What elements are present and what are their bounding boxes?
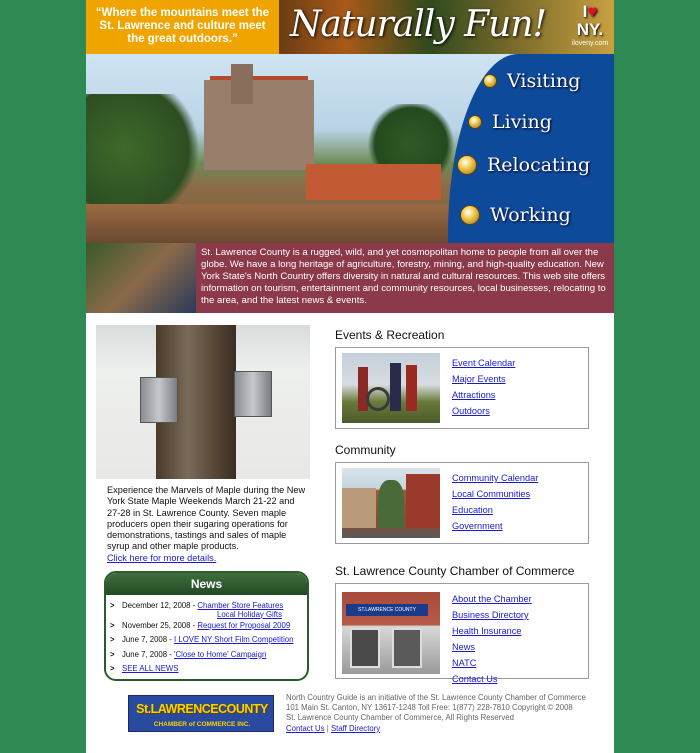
- news-link[interactable]: Request for Proposal 2009: [197, 620, 291, 630]
- news-date: June 7, 2008 -: [122, 635, 175, 644]
- chamber-logo-subtitle: CHAMBER of COMMERCE INC.: [153, 721, 251, 728]
- maple-details-link[interactable]: Click here for more details.: [107, 552, 217, 563]
- news-date: November 25, 2008 -: [122, 620, 198, 630]
- nav-item-label: Working: [490, 204, 571, 226]
- chamber-news-link[interactable]: News: [452, 642, 475, 652]
- natc-link[interactable]: NATC: [452, 658, 477, 668]
- community-link-item: [452, 470, 538, 486]
- education-link[interactable]: Education: [452, 505, 493, 515]
- intro-text: St. Lawrence County is a rugged, wild, and yet cosmopolitan home to people from all over the globe. We have a long heritage of agriculture, forestry, mining, and high-quality education. New York State's North Country offers diversity in natural and cultural resources. This web site offers information on tourism, entertainment and community resources, local businesses, relocating to the area, and the latest news & events.: [201, 247, 606, 306]
- footer-line: 101 Main St. Canton, NY 13617-1248 Toll Free: 1(877) 228-7810 Copyright © 2008: [286, 703, 573, 713]
- sap-bucket-right: [234, 371, 272, 417]
- see-all-news-link[interactable]: SEE ALL NEWS: [122, 664, 179, 673]
- health-insurance-link[interactable]: Health Insurance: [452, 626, 522, 636]
- news-link[interactable]: Chamber Store Features: [197, 601, 284, 610]
- gold-bullet-icon: [457, 155, 477, 175]
- chamber-links: [452, 591, 532, 687]
- news-link[interactable]: 'Close to Home' Campaign: [174, 649, 267, 659]
- maple-feature-text: Experience the Marvels of Maple during the New York State Maple Weekends March 21-22 and 27-28 in St. Lawrence County. Seven maple producers open their sugaring operations for demonstrations, tastings and sales of maple syrup and other maple products.: [107, 485, 306, 552]
- community-calendar-link[interactable]: Community Calendar: [452, 473, 539, 483]
- maple-tree-photo: [96, 325, 310, 479]
- chamber-logo[interactable]: [128, 695, 274, 732]
- page-container: [86, 0, 614, 753]
- footer-line: St. Lawrence County Chamber of Commerce, All Rights Reserved: [286, 713, 514, 723]
- news-box: [104, 571, 309, 681]
- about-chamber-link[interactable]: About the Chamber: [452, 594, 532, 604]
- community-title: Community: [335, 443, 396, 457]
- gold-bullet-icon: [483, 74, 497, 88]
- gold-bullet-icon: [468, 115, 482, 129]
- chamber-link-item: [452, 607, 532, 623]
- nav-item-living[interactable]: [468, 111, 552, 133]
- kids-photo: [86, 243, 196, 313]
- nav-item-label: Living: [492, 111, 552, 133]
- river-water: [86, 204, 456, 243]
- news-item: [110, 633, 307, 648]
- chamber-link-item: [452, 671, 532, 687]
- boathouse: [306, 164, 441, 200]
- news-item: [110, 648, 307, 663]
- events-link-item: [452, 403, 515, 419]
- chamber-link-item: [452, 623, 532, 639]
- slogan: Naturally Fun!: [290, 4, 546, 45]
- reenactor-figure: [406, 365, 417, 411]
- news-link[interactable]: I LOVE NY Short Film Competition: [174, 635, 294, 644]
- street-tree: [378, 480, 404, 528]
- chamber-office-photo: [342, 592, 440, 674]
- chamber-contact-link[interactable]: Contact Us: [452, 674, 498, 684]
- header: [86, 0, 614, 54]
- news-item: [110, 662, 307, 677]
- office-door: [392, 628, 422, 668]
- community-link-item: [452, 486, 538, 502]
- nav-item-label: Relocating: [487, 154, 591, 176]
- chamber-link-item: [452, 591, 532, 607]
- iloveny-logo[interactable]: [568, 3, 612, 51]
- arrow-right-icon: >: [110, 601, 115, 610]
- arrow-right-icon: >: [110, 664, 115, 673]
- iloveny-url: iloveny.com: [571, 40, 609, 47]
- hero-trees-left: [86, 94, 216, 204]
- news-date: December 12, 2008 -: [122, 601, 198, 610]
- chamber-logo-name: St.LAWRENCECOUNTY: [136, 702, 268, 716]
- header-tagline: “Where the mountains meet the St. Lawrence and culture meet the great outdoors.”: [86, 0, 279, 54]
- footer-text: [286, 693, 606, 734]
- attractions-link[interactable]: Attractions: [452, 390, 496, 400]
- iloveny-logo-mark: [568, 3, 612, 39]
- major-events-link[interactable]: Major Events: [452, 374, 506, 384]
- gold-bullet-icon: [460, 205, 480, 225]
- news-date: June 7, 2008 -: [122, 649, 175, 659]
- main-street-photo: [342, 468, 440, 538]
- chamber-link-item: [452, 655, 532, 671]
- footer-links: [286, 724, 606, 734]
- community-box: [335, 462, 589, 544]
- footer-contact-link[interactable]: Contact Us: [286, 723, 325, 733]
- heart-icon: ♥: [587, 2, 598, 21]
- arrow-right-icon: >: [110, 649, 115, 659]
- outdoors-link[interactable]: Outdoors: [452, 406, 490, 416]
- nav-item-label: Visiting: [507, 70, 581, 92]
- building: [406, 474, 440, 528]
- nav-item-relocating[interactable]: [457, 154, 590, 176]
- office-window: [350, 628, 380, 668]
- business-directory-link[interactable]: Business Directory: [452, 610, 529, 620]
- local-communities-link[interactable]: Local Communities: [452, 489, 531, 499]
- chamber-box: [335, 583, 589, 684]
- events-links: [452, 355, 515, 419]
- government-link[interactable]: Government: [452, 521, 503, 531]
- news-item: [110, 619, 307, 634]
- chamber-link-item: [452, 639, 532, 655]
- events-link-item: [452, 355, 515, 371]
- community-link-item: [452, 518, 538, 534]
- maple-feature: [107, 485, 307, 564]
- events-box: [335, 347, 589, 429]
- sap-bucket-left: [140, 377, 178, 423]
- castle: [204, 80, 314, 170]
- building: [342, 488, 376, 528]
- community-link-item: [452, 502, 538, 518]
- reenactor-figure: [390, 363, 401, 411]
- event-calendar-link[interactable]: Event Calendar: [452, 358, 516, 368]
- reenactors-photo: [342, 353, 440, 423]
- chamber-title: St. Lawrence County Chamber of Commerce: [335, 564, 575, 578]
- arrow-right-icon: >: [110, 620, 115, 630]
- iloveny-i: I: [582, 2, 588, 21]
- staff-directory-link[interactable]: Staff Directory: [330, 723, 381, 733]
- iloveny-ny: NY.: [576, 20, 604, 39]
- events-link-item: [452, 387, 515, 403]
- nav-item-visiting[interactable]: [483, 70, 580, 92]
- castle-tower: [231, 64, 253, 104]
- events-title: Events & Recreation: [335, 328, 445, 342]
- news-list: [106, 595, 307, 677]
- nav-item-working[interactable]: [460, 204, 571, 226]
- chamber-sign: ST.LAWRENCE COUNTY: [346, 604, 428, 616]
- news-title: News: [106, 573, 307, 595]
- footer-line: North Country Guide is an initiative of the St. Lawrence County Chamber of Commerce: [286, 693, 586, 702]
- arrow-right-icon: >: [110, 635, 115, 644]
- footer-separator: |: [326, 723, 329, 733]
- news-link[interactable]: Local Holiday Gifts: [217, 609, 283, 619]
- cannon-wheel: [366, 387, 390, 411]
- events-link-item: [452, 371, 515, 387]
- community-links: [452, 470, 538, 534]
